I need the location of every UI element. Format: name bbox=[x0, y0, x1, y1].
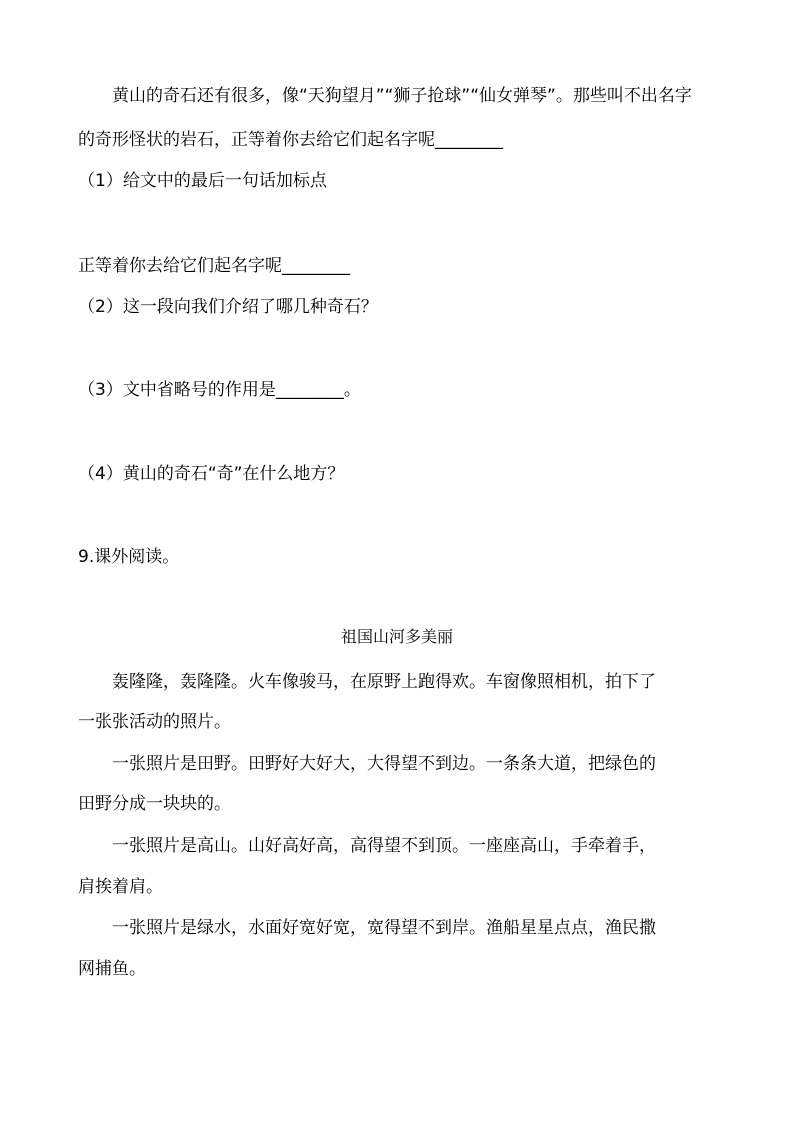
article-p3-line1: 一张照片是高山。山好高好高，高得望不到顶。一座座高山，手牵着手， bbox=[112, 836, 656, 856]
article-p2-line2: 田野分成一块块的。 bbox=[78, 794, 231, 814]
question-2: （2）这一段向我们介绍了哪几种奇石？ bbox=[78, 297, 378, 317]
article-p4-line2: 网捕鱼。 bbox=[78, 959, 146, 979]
article-p1-line1: 轰隆隆，轰隆隆。火车像骏马，在原野上跑得欢。车窗像照相机，拍下了 bbox=[112, 672, 656, 692]
article-p3-line2: 肩挨着肩。 bbox=[78, 877, 163, 897]
question-4: （4）黄山的奇石“奇”在什么地方？ bbox=[78, 464, 345, 484]
passage-line-1: 黄山的奇石还有很多，像“天狗望月”“狮子抢球”“仙女弹琴”。那些叫不出名字 bbox=[112, 86, 692, 106]
section-heading: 9.课外阅读。 bbox=[78, 547, 180, 567]
passage-line-2: 的奇形怪状的岩石，正等着你去给它们起名字呢________ bbox=[78, 130, 503, 150]
article-title: 祖国山河多美丽 bbox=[340, 627, 453, 646]
question-1: （1）给文中的最后一句话加标点 bbox=[78, 171, 327, 191]
question-1-answer-line: 正等着你去给它们起名字呢________ bbox=[78, 256, 350, 276]
question-3: （3）文中省略号的作用是________。 bbox=[78, 380, 361, 400]
article-p2-line1: 一张照片是田野。田野好大好大，大得望不到边。一条条大道，把绿色的 bbox=[112, 754, 656, 774]
article-p4-line1: 一张照片是绿水，水面好宽好宽，宽得望不到岸。渔船星星点点，渔民撒 bbox=[112, 918, 656, 938]
article-p1-line2: 一张张活动的照片。 bbox=[78, 712, 231, 732]
